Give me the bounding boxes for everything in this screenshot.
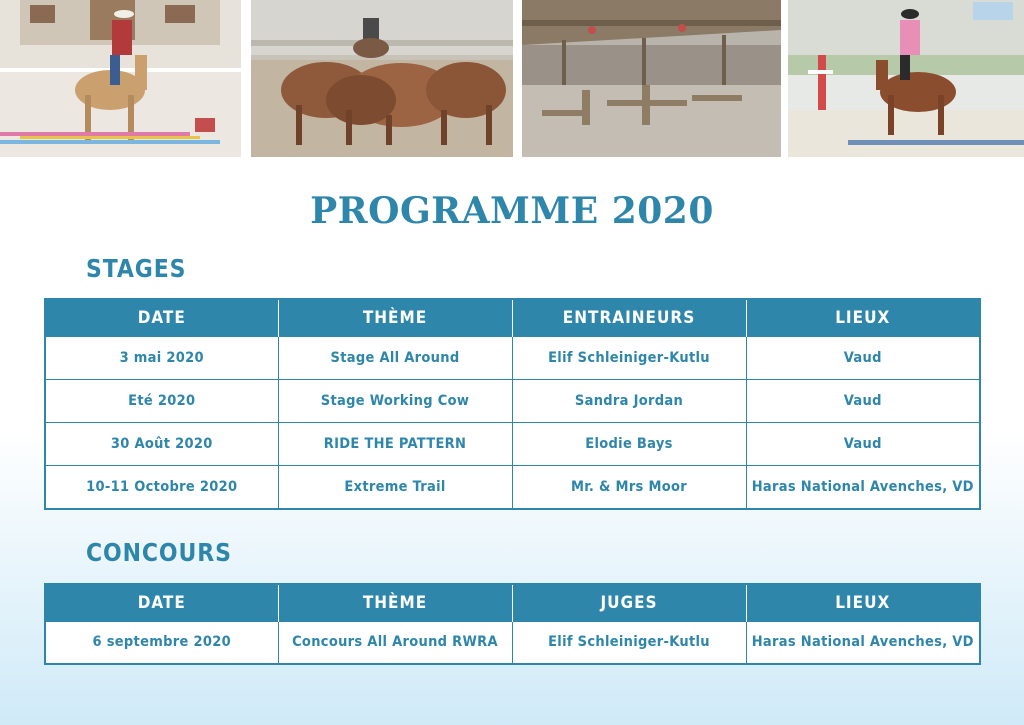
cell-trainer: Elif Schleiniger-Kutlu [512,337,746,380]
cell-date: 30 Août 2020 [45,423,278,466]
table-header-row [45,584,980,622]
cell-date: 6 septembre 2020 [45,622,278,664]
column-header-trainers: ENTRAINEURS [512,299,746,337]
cell-theme: Concours All Around RWRA [278,622,512,664]
cell-place: Haras National Avenches, VD [746,466,980,509]
column-header-date: DATE [45,299,278,337]
rider-horse-show-photo [788,0,1024,157]
cell-theme: RIDE THE PATTERN [278,423,512,466]
cell-trainer: Mr. & Mrs Moor [512,466,746,509]
table-row [45,380,980,423]
cell-place: Vaud [746,423,980,466]
cell-theme: Stage All Around [278,337,512,380]
table-header-row [45,299,980,337]
cell-trainer: Elodie Bays [512,423,746,466]
cell-date: Eté 2020 [45,380,278,423]
table-row [45,423,980,466]
cell-place: Vaud [746,380,980,423]
indoor-arena-trail-photo [522,0,781,157]
column-header-places: LIEUX [746,584,980,622]
concours-table [44,583,981,665]
cell-trainer: Sandra Jordan [512,380,746,423]
column-header-date: DATE [45,584,278,622]
table-row [45,466,980,509]
cell-theme: Extreme Trail [278,466,512,509]
cell-judge: Elif Schleiniger-Kutlu [512,622,746,664]
photo-strip [0,0,1024,157]
stages-heading: STAGES [86,254,187,283]
stages-table [44,298,981,510]
table-row [45,622,980,664]
concours-heading: CONCOURS [86,538,232,567]
column-header-theme: THÈME [278,299,512,337]
cell-place: Haras National Avenches, VD [746,622,980,664]
cell-date: 3 mai 2020 [45,337,278,380]
page-title: PROGRAMME 2020 [310,190,714,232]
column-header-theme: THÈME [278,584,512,622]
column-header-judges: JUGES [512,584,746,622]
table-row [45,337,980,380]
cell-theme: Stage Working Cow [278,380,512,423]
rider-horse-obstacles-photo [0,0,241,157]
cell-date: 10-11 Octobre 2020 [45,466,278,509]
cell-place: Vaud [746,337,980,380]
column-header-places: LIEUX [746,299,980,337]
cattle-herd-photo [251,0,513,157]
